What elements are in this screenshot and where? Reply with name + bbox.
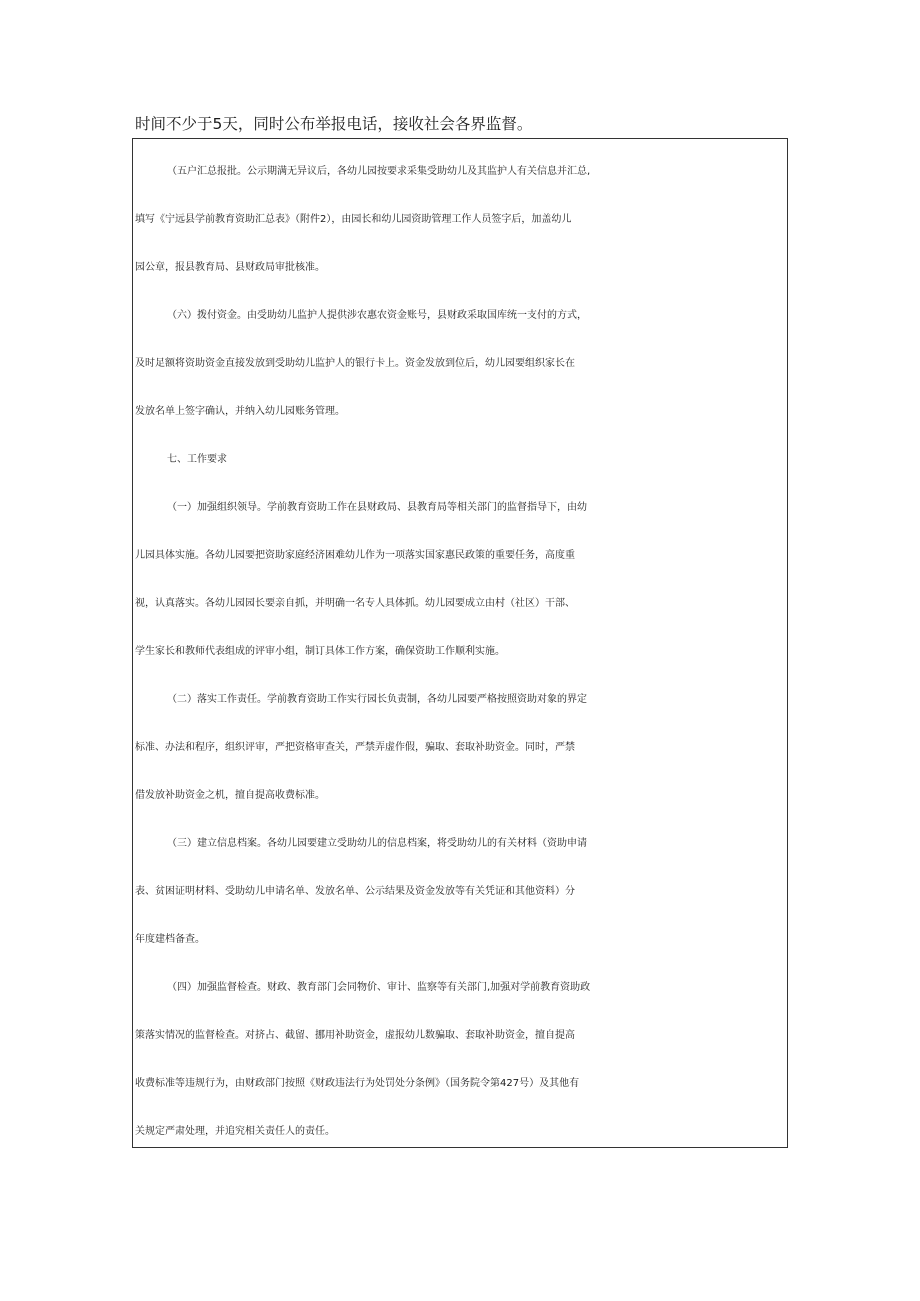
text-line: 年度建档备查。 (135, 934, 205, 945)
paragraph-summary-approval (135, 148, 791, 292)
paragraph-information-archive (135, 820, 791, 964)
content-box (132, 138, 788, 1148)
text-line: 填写《宁远县学前教育资助汇总表》（附件2），由园长和幼儿园资助管理工作人员签字后，加盖幼儿 (135, 214, 572, 225)
text-line: （一）加强组织领导。学前教育资助工作在县财政局、县教育局等相关部门的监督指导下，由幼 (167, 502, 587, 513)
paragraph-work-responsibility (135, 676, 791, 820)
text-line: （六）拨付资金。由受助幼儿监护人提供涉农惠农资金账号，县财政采取国库统一支付的方式， (167, 310, 587, 321)
text-line: 收费标准等违规行为，由财政部门按照《财政违法行为处罚处分条例》（国务院令第427号）及其他有 (135, 1078, 580, 1089)
text-line: 学生家长和教师代表组成的评审小组，制订具体工作方案，确保资助工作顺利实施。 (135, 646, 505, 657)
text-line: 借发放补助资金之机，擅自提高收费标准。 (135, 790, 325, 801)
text-line: 园公章，报县教育局、县财政局审批核准。 (135, 262, 325, 273)
text-line: （二）落实工作责任。学前教育资助工作实行园长负责制，各幼儿园要严格按照资助对象的界定 (167, 694, 587, 705)
paragraph-organization-leadership (135, 484, 791, 676)
section-heading (135, 436, 791, 484)
text-line: 儿园具体实施。各幼儿园要把资助家庭经济困难幼儿作为一项落实国家惠民政策的重要任务，高度重 (135, 550, 575, 561)
text-line: 标准、办法和程序，组织评审，严把资格审查关，严禁弄虚作假，骗取、套取补助资金。同时，严禁 (135, 742, 575, 753)
text-line: （五户汇总报批。公示期满无异议后，各幼儿园按要求采集受助幼儿及其监护人有关信息并汇总, (167, 166, 591, 177)
paragraph-supervision-inspection (135, 964, 791, 1156)
text-line: 视，认真落实。各幼儿园园长要亲自抓，并明确一名专人具体抓。幼儿园要成立由村（社区）干部、 (135, 598, 575, 609)
text-line: 关规定严肃处理，并追究相关责任人的责任。 (135, 1126, 335, 1137)
text-line: （三）建立信息档案。各幼儿园要建立受助幼儿的信息档案，将受助幼儿的有关材料（资助申请 (167, 838, 587, 849)
text-line: 策落实情况的监督检查。对挤占、截留、挪用补助资金，虚报幼儿数骗取、套取补助资金，擅自提高 (135, 1030, 575, 1041)
top-continuation-line: 时间不少于5天，同时公布举报电话，接收社会各界监督。 (135, 115, 533, 133)
text-line: 及时足额将资助资金直接发放到受助幼儿监护人的银行卡上。资金发放到位后，幼儿园要组织家长在 (135, 358, 575, 369)
text-line: 发放名单上签字确认，并纳入幼儿园账务管理。 (135, 406, 345, 417)
paragraph-fund-disbursement (135, 292, 791, 436)
text-line: （四）加强监督检查。财政、教育部门会同物价、审计、监察等有关部门,加强对学前教育资助政 (167, 982, 591, 993)
section-heading-text: 七、工作要求 (167, 454, 227, 465)
text-line: 表、贫困证明材料、受助幼儿申请名单、发放名单、公示结果及资金发放等有关凭证和其他资料）分 (135, 886, 575, 897)
